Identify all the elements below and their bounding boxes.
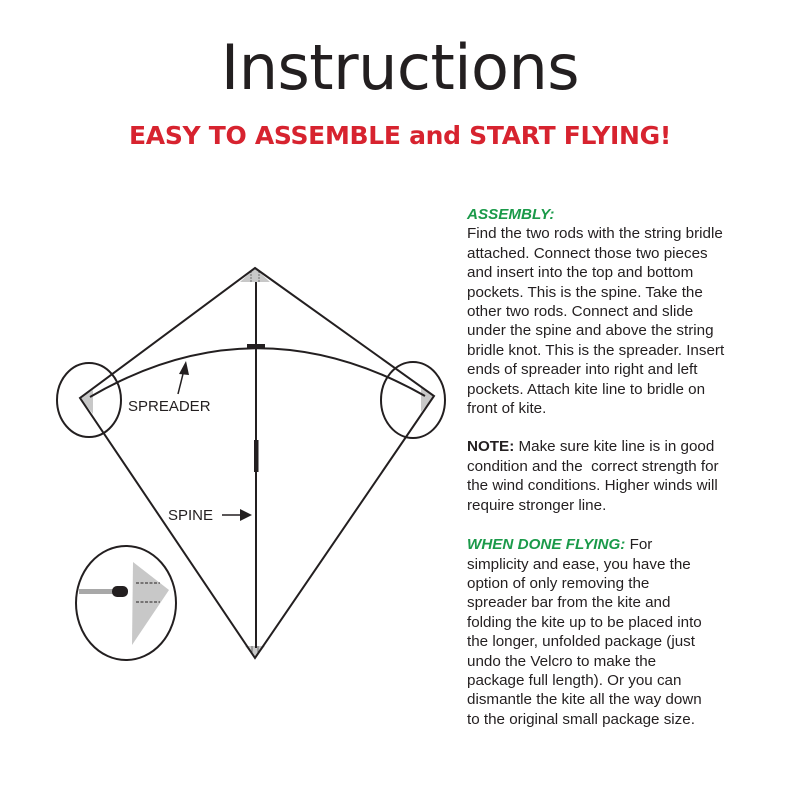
page-subtitle: EASY TO ASSEMBLE and START FLYING! xyxy=(129,121,671,150)
when-done-line: folding the kite up to be placed into xyxy=(467,613,702,631)
when-done-line: dismantle the kite all the way down xyxy=(467,691,702,709)
spine-label: SPINE xyxy=(168,507,214,524)
when-done-line: simplicity and ease, you have the xyxy=(467,555,691,573)
when-done-line: to the original small package size. xyxy=(467,710,695,728)
assembly-line: ends of spreader into right and left xyxy=(467,361,698,379)
spine-arrow-head-icon xyxy=(240,509,252,521)
when-done-first-line-text: For xyxy=(625,536,653,554)
when-done-section xyxy=(467,535,797,729)
assembly-line: pockets. Attach kite line to bridle on xyxy=(467,380,706,398)
page-title: Instructions xyxy=(220,31,580,104)
when-done-line: the longer, unfolded package (just xyxy=(467,633,695,651)
when-done-heading: WHEN DONE FLYING: xyxy=(467,536,626,554)
when-done-first-line xyxy=(467,535,797,554)
note-line: require stronger line. xyxy=(467,496,607,514)
note-first-line xyxy=(467,437,797,456)
when-done-line: undo the Velcro to make the xyxy=(467,652,657,670)
spine-ferrule xyxy=(254,440,259,472)
assembly-line: Find the two rods with the string bridle xyxy=(467,225,723,243)
note-first-line-text: Make sure kite line is in good xyxy=(514,438,715,456)
kite-spreader xyxy=(90,348,425,397)
spreader-ferrule xyxy=(247,344,265,348)
assembly-heading: ASSEMBLY: xyxy=(467,206,555,223)
assembly-section xyxy=(467,205,797,418)
note-line: condition and the correct strength for xyxy=(467,457,719,475)
pocket-inset-detail xyxy=(76,546,176,660)
spreader-arrow-head-icon xyxy=(179,361,189,375)
note-line: the wind conditions. Higher winds will xyxy=(467,477,718,495)
instructions-column xyxy=(467,205,797,748)
assembly-line: other two rods. Connect and slide xyxy=(467,303,694,321)
assembly-line: front of kite. xyxy=(467,400,547,418)
assembly-line: bridle knot. This is the spreader. Insert xyxy=(467,341,725,359)
note-section xyxy=(467,437,797,515)
assembly-line: under the spine and above the string xyxy=(467,322,714,340)
when-done-line: option of only removing the xyxy=(467,574,650,592)
spreader-label: SPREADER xyxy=(128,398,211,415)
when-done-line: spreader bar from the kite and xyxy=(467,594,671,612)
assembly-line: pockets. This is the spine. Take the xyxy=(467,283,703,301)
assembly-line: attached. Connect those two pieces xyxy=(467,244,708,262)
assembly-line: and insert into the top and bottom xyxy=(467,264,694,282)
note-heading: NOTE: xyxy=(467,438,515,456)
when-done-line: package full length). Or you can xyxy=(467,671,682,689)
